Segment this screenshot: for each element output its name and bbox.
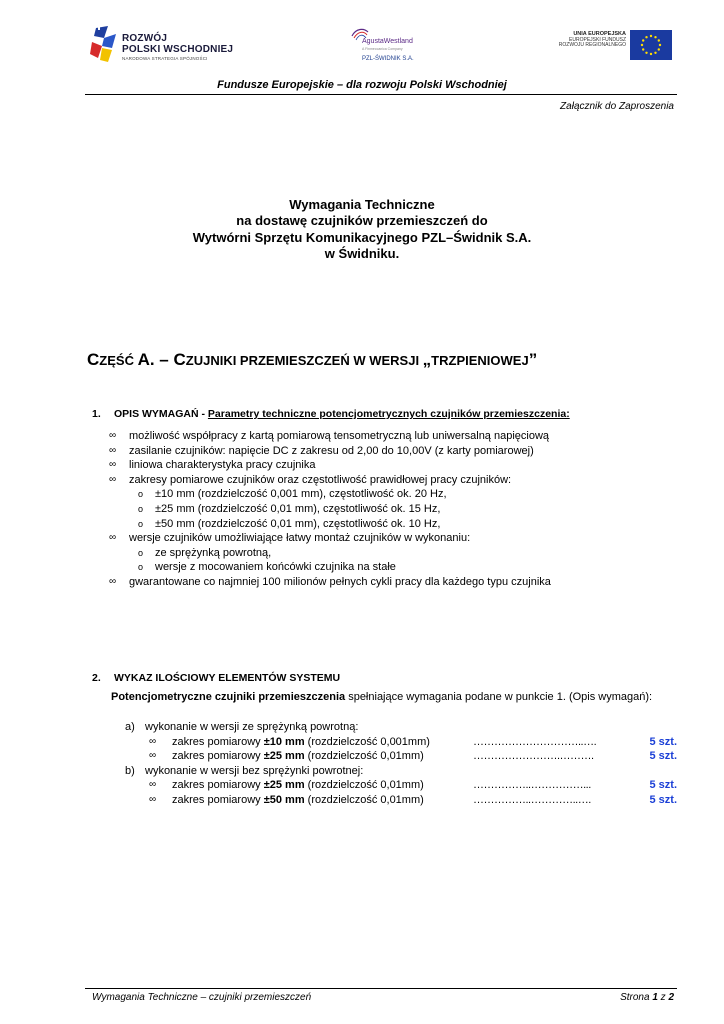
point-1-number: 1. (92, 408, 101, 420)
eu-line1: UNIA EUROPEJSKA (573, 31, 626, 37)
circle-bullet-icon: o (138, 503, 144, 514)
quantity-row-text (172, 735, 430, 750)
sec-a-p2: ZĘŚĆ (99, 353, 138, 368)
logo-unia-europejska (556, 30, 672, 62)
group-a-header (111, 720, 681, 735)
infinity-bullet-icon: ∞ (109, 575, 117, 587)
list-item (109, 444, 551, 459)
sub-list-item (109, 502, 551, 517)
sec-a-p1: C (87, 350, 100, 369)
section-a-heading (87, 350, 537, 371)
aw-name: AgustaWestland (362, 38, 413, 45)
point-2-heading (92, 672, 340, 684)
sec-a-p7: TRZPIENIOWEJ (431, 353, 529, 368)
list-item-text: liniowa charakterystyka pracy czujnika (129, 459, 316, 472)
title-line-1: Wymagania Techniczne (289, 197, 435, 212)
rpw-line2: POLSKI WSCHODNIEJ (122, 44, 234, 55)
footer-page-pre: Strona (620, 992, 653, 1003)
row-dots: …………………….………. (473, 750, 594, 763)
infinity-bullet-icon: ∞ (149, 779, 157, 791)
row-dots: ……………..…………..…. (473, 793, 591, 806)
row-quantity: 5 szt. (649, 735, 677, 748)
sub-list-item (109, 517, 551, 532)
point-2-number: 2. (92, 672, 101, 684)
row-post: (rozdzielczość 0,01mm) (304, 779, 424, 792)
sub-list-item (109, 560, 551, 575)
row-dots: ……………..……………... (473, 779, 591, 792)
point-1-heading (92, 408, 570, 420)
row-range: ±25 mm (263, 779, 305, 792)
quantity-row (111, 749, 681, 764)
sec-a-p8: ” (528, 350, 538, 369)
aw-sub: A Finmeccanica Company (362, 47, 403, 51)
rpw-line3: NARODOWA STRATEGIA SPÓJNOŚCI (122, 56, 208, 61)
title-line-3: Wytwórni Sprzętu Komunikacyjnego PZL–Świdnik S.A. (192, 229, 532, 245)
row-post: (rozdzielczość 0,001mm) (304, 735, 430, 748)
rpw-line1: ROZWÓJ (122, 33, 168, 44)
point-2-label: WYKAZ ILOŚCIOWY ELEMENTÓW SYSTEMU (114, 672, 341, 684)
group-b-header (111, 764, 681, 779)
eu-line3: ROZWOJU REGIONALNEGO (558, 42, 626, 49)
point-1-label: OPIS WYMAGAŃ - (114, 408, 208, 420)
list-item (109, 575, 551, 590)
sub-list-item-text: ±25 mm (rozdzielczość 0,01 mm), częstotliwość ok. 15 Hz, (155, 502, 441, 515)
row-post: (rozdzielczość 0,01mm) (304, 793, 424, 806)
circle-bullet-icon: o (138, 562, 144, 573)
infinity-bullet-icon: ∞ (109, 444, 117, 456)
footer-page-current: 1 (652, 992, 658, 1003)
footer-page-number (620, 992, 674, 1003)
sec-a-p5: ZUJNIKI PRZEMIESZCZEŃ W WERSJI (185, 353, 423, 368)
row-quantity: 5 szt. (649, 793, 677, 806)
point-2-intro (111, 690, 677, 705)
sub-list-item-text: ze sprężynką powrotną, (155, 546, 272, 559)
infinity-bullet-icon: ∞ (149, 735, 157, 747)
sub-list-item-text: ±10 mm (rozdzielczość 0,001 mm), częstotliwość ok. 20 Hz, (155, 488, 447, 501)
group-a-letter: a) (125, 721, 135, 733)
list-item-text: wersje czujników umożliwiające łatwy montaż czujników w wykonaniu: (129, 532, 471, 545)
document-title (0, 197, 724, 262)
sub-list-item-text: wersje z mocowaniem końcówki czujnika na stałe (155, 561, 396, 574)
list-item-text: możliwość współpracy z kartą pomiarową tensometryczną lub uniwersalną napięciową (129, 430, 550, 442)
logo-agustawestland (350, 26, 426, 66)
header-divider (85, 94, 677, 95)
list-item-text: zasilanie czujników: napięcie DC z zakresu od 2,00 do 10,00V (z karty pomiarowej) (129, 444, 534, 457)
quantity-row-text (172, 793, 424, 808)
row-range: ±50 mm (263, 793, 305, 806)
circle-bullet-icon: o (138, 547, 144, 558)
requirements-list (109, 429, 551, 590)
title-line-2: na dostawę czujników przemieszczeń do (236, 213, 488, 229)
row-range: ±10 mm (263, 735, 305, 748)
infinity-bullet-icon: ∞ (149, 750, 157, 762)
row-quantity: 5 szt. (649, 779, 677, 792)
eu-line2: EUROPEJSKI FUNDUSZ (569, 36, 626, 43)
list-item-text: gwarantowane co najmniej 100 milionów pełnych cykli pracy dla każdego typu czujnika (129, 575, 551, 588)
footer-divider (85, 988, 677, 989)
sec-a-p4: – C (154, 350, 186, 369)
quantity-list (111, 720, 681, 808)
sub-list-item (109, 487, 551, 502)
infinity-bullet-icon: ∞ (109, 430, 117, 441)
quantity-row (111, 778, 681, 793)
circle-bullet-icon: o (138, 518, 144, 529)
circle-bullet-icon: o (138, 489, 144, 500)
infinity-bullet-icon: ∞ (149, 793, 157, 805)
quantity-row-text (172, 778, 424, 793)
sec-a-p3: A. (137, 350, 155, 369)
sub-list-item (109, 546, 551, 561)
infinity-bullet-icon: ∞ (109, 459, 117, 471)
list-item (109, 458, 551, 473)
row-quantity: 5 szt. (649, 750, 677, 763)
infinity-bullet-icon: ∞ (109, 532, 117, 544)
group-a-label: wykonanie w wersji ze sprężynką powrotną: (145, 721, 359, 733)
list-item-text: zakresy pomiarowe czujników oraz częstotliwość prawidłowej pracy czujników: (129, 473, 512, 486)
quantity-row-text (172, 749, 424, 764)
attachment-label: Załącznik do Zaproszenia (560, 101, 674, 112)
aw-pzl: PZL-ŚWIDNIK S.A. (362, 56, 414, 62)
row-pre: zakres pomiarowy (172, 750, 264, 763)
quantity-row (111, 793, 681, 808)
list-item (109, 429, 551, 444)
row-pre: zakres pomiarowy (172, 793, 264, 806)
title-line-4: w Świdniku. (324, 245, 400, 261)
group-b-label: wykonanie w wersji bez sprężynki powrotnej: (145, 764, 364, 777)
footer-page-of: z (657, 992, 669, 1003)
header-slogan: Fundusze Europejskie – dla rozwoju Polski Wschodniej (217, 79, 507, 91)
eu-flag-icon (630, 30, 672, 60)
quantity-row (111, 735, 681, 750)
row-post: (rozdzielczość 0,01mm) (304, 750, 424, 763)
list-item (109, 473, 551, 488)
group-b-letter: b) (125, 764, 135, 777)
sec-a-p6: „ (422, 350, 432, 369)
footer-page-total: 2 (668, 992, 674, 1003)
row-pre: zakres pomiarowy (172, 735, 264, 748)
footer-document-name: Wymagania Techniczne – czujniki przemieszczeń (92, 992, 312, 1003)
sub-list-item-text: ±50 mm (rozdzielczość 0,01 mm), częstotliwość ok. 10 Hz, (155, 517, 441, 530)
rozwoj-logo-icon (88, 24, 122, 64)
row-pre: zakres pomiarowy (172, 779, 264, 792)
point-1-underlined: Parametry techniczne potencjometrycznych czujników przemieszczenia: (207, 408, 570, 420)
row-dots: …………………………..…. (473, 735, 597, 748)
point-2-intro-bold: Potencjometryczne czujniki przemieszczenia (111, 691, 346, 703)
list-item (109, 531, 551, 546)
infinity-bullet-icon: ∞ (109, 473, 117, 485)
row-range: ±25 mm (263, 750, 305, 763)
logo-rozwoj-polski-wschodniej (88, 24, 248, 66)
point-2-intro-rest: spełniające wymagania podane w punkcie 1. (Opis wymagań): (345, 691, 653, 703)
